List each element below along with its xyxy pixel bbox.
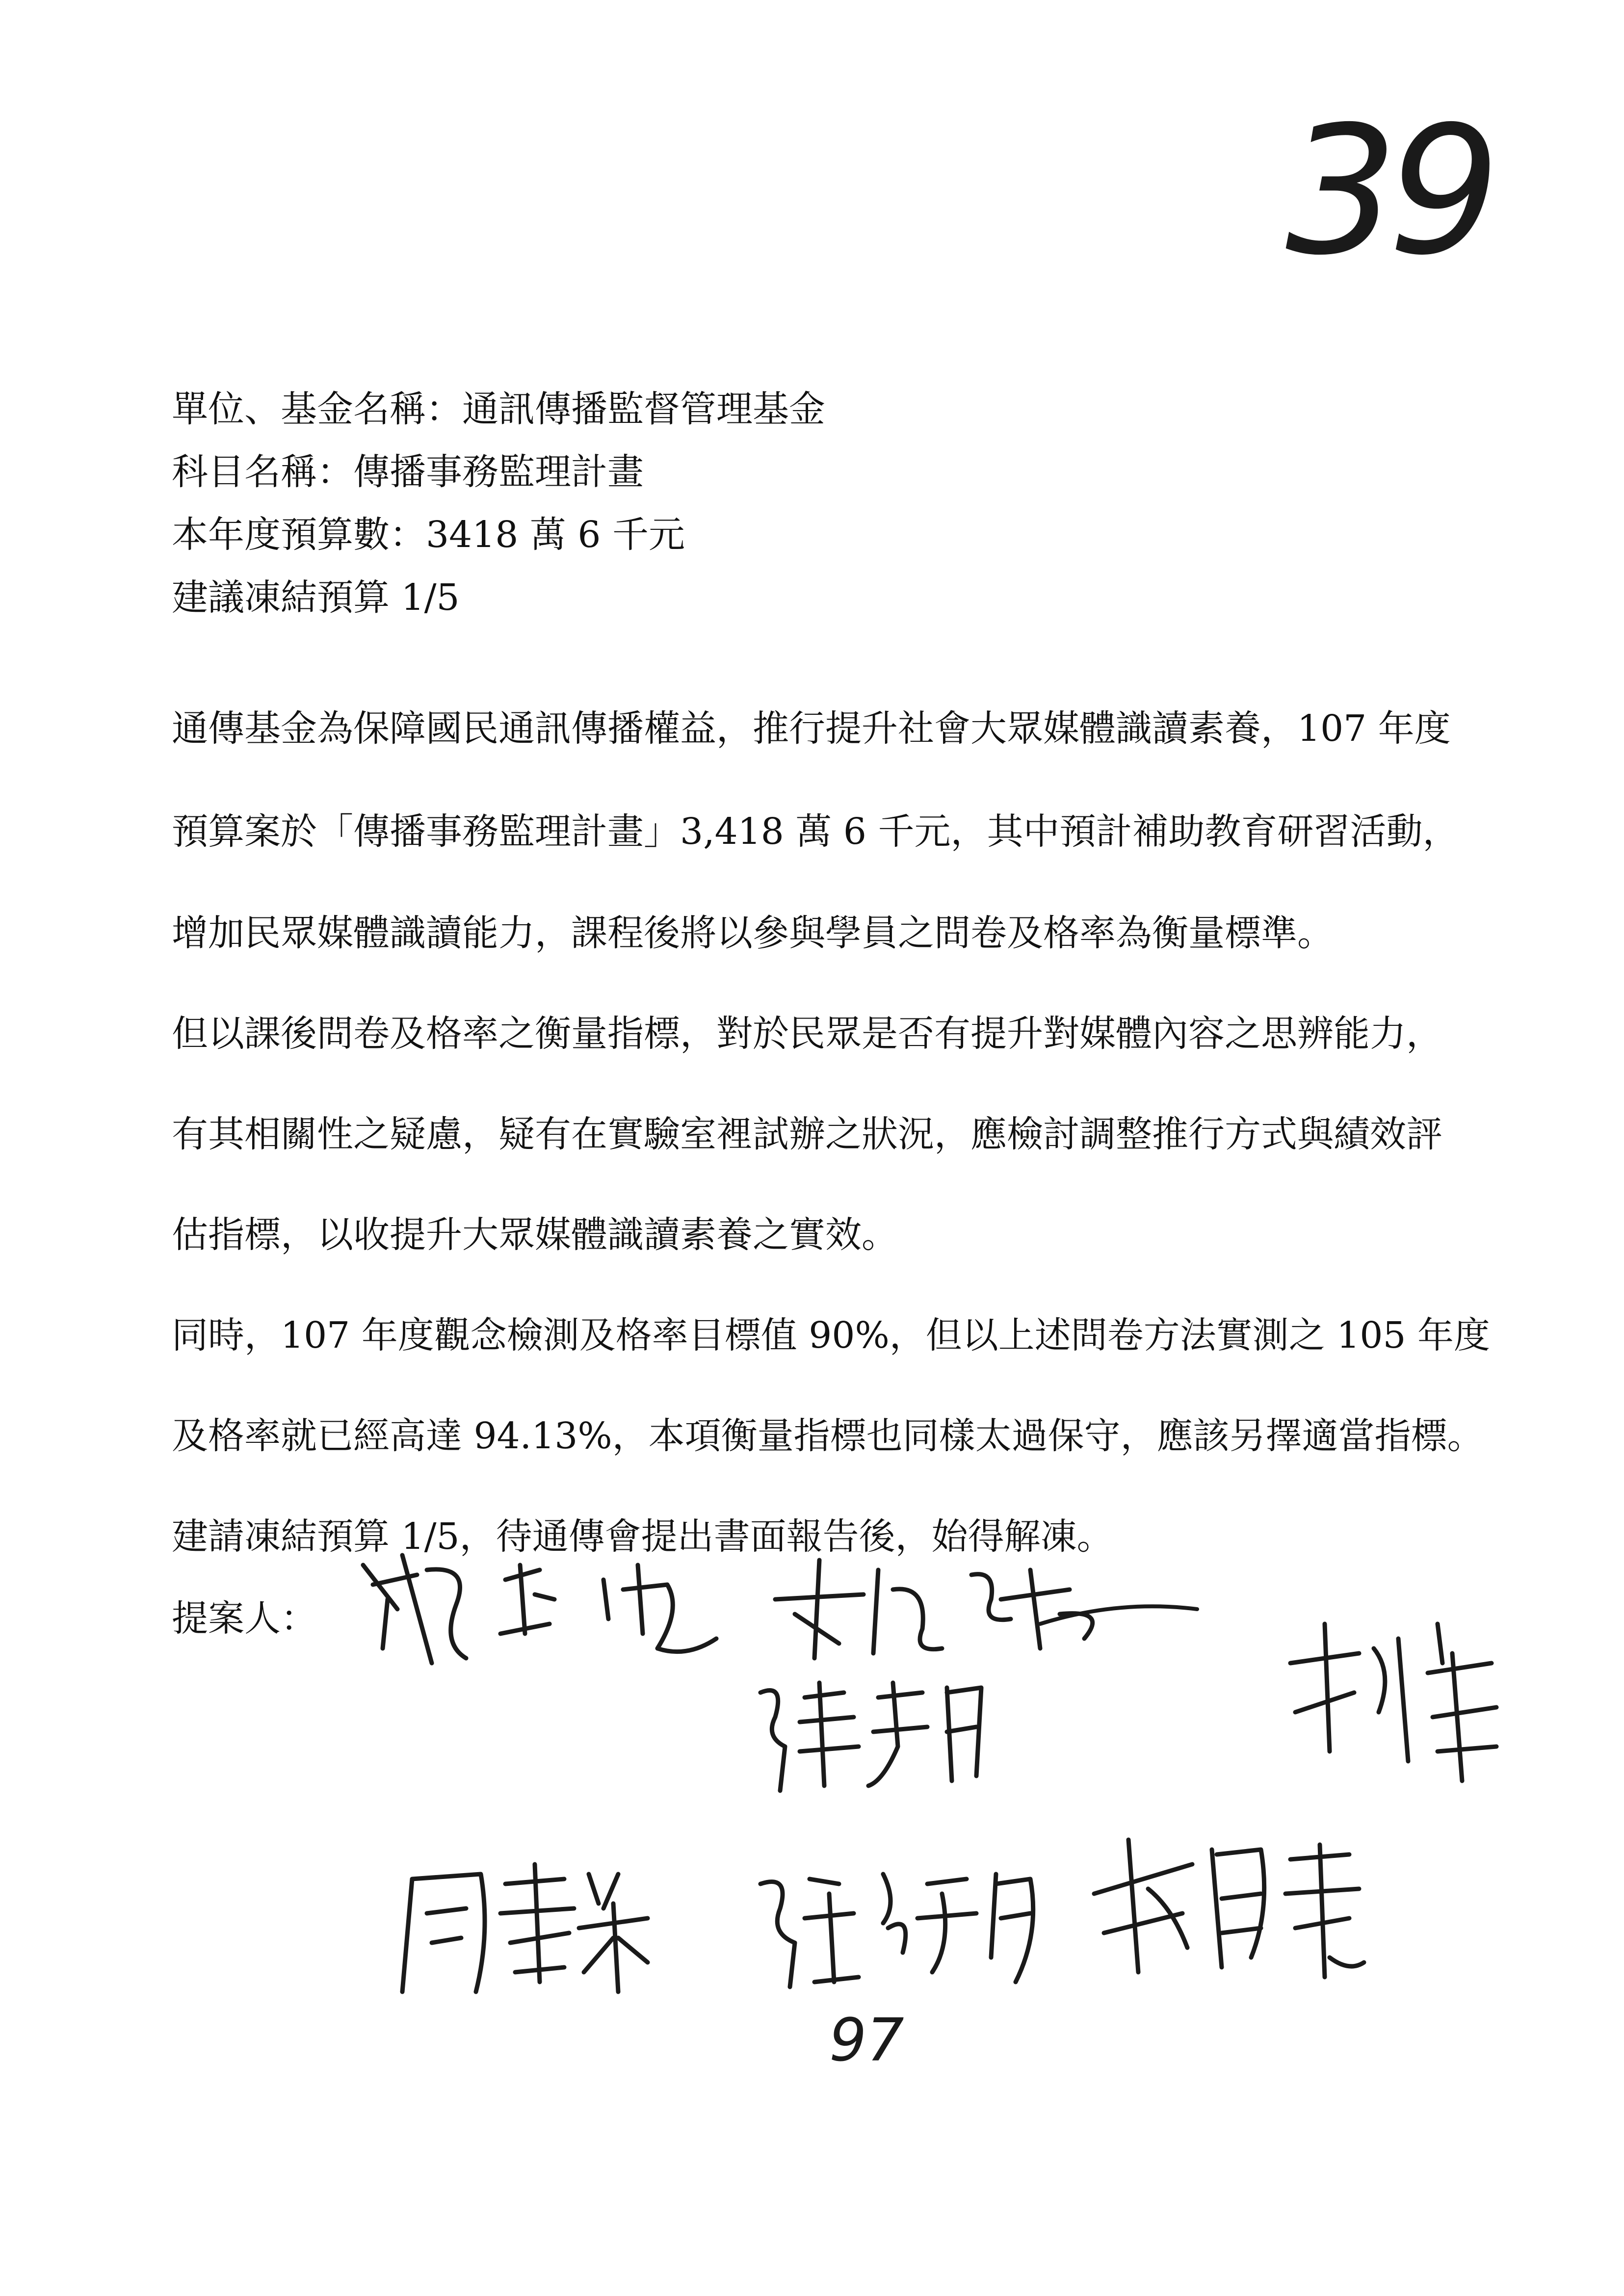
signature-7 <box>1074 1810 1369 1997</box>
unit-fund-name: 單位、基金名稱：通訊傳播監督管理基金 <box>172 388 825 430</box>
signature-1 <box>343 1536 785 1683</box>
bottom-page-number: 97 <box>829 2007 904 2075</box>
body-line: 通傳基金為保障國民通訊傳播權益，推行提升社會大眾媒體識讀素養，107 年度 <box>172 707 1451 750</box>
body-line: 及格率就已經高達 94.13%，本項衡量指標也同樣太過保守，應該另擇適當指標。 <box>172 1415 1484 1457</box>
body-line: 估指標，以收提升大眾媒體識讀素養之實效。 <box>172 1214 898 1256</box>
signature-5 <box>383 1845 657 2007</box>
body-line: 建請凍結預算 1/5，待通傳會提出書面報告後，始得解凍。 <box>172 1515 1113 1558</box>
document-header <box>172 378 825 629</box>
signature-2 <box>765 1540 1207 1668</box>
body-line: 有其相關性之疑慮，疑有在實驗室裡試辦之狀況，應檢討調整推行方式與績效評 <box>172 1113 1442 1155</box>
proposal-body <box>172 677 1491 1587</box>
proposer-label: 提案人： <box>172 1597 317 1640</box>
signature-4 <box>1276 1604 1531 1791</box>
freeze-proposal: 建議凍結預算 1/5 <box>172 576 460 619</box>
annual-budget: 本年度預算數：3418 萬 6 千元 <box>172 514 685 556</box>
body-line: 同時，107 年度觀念檢測及格率目標值 90%，但以上述問卷方法實測之 105 年度 <box>172 1314 1491 1357</box>
body-line: 但以課後問卷及格率之衡量指標，對於民眾是否有提升對媒體內容之思辨能力， <box>172 1013 1442 1055</box>
body-line: 預算案於「傳播事務監理計畫」3,418 萬 6 千元，其中預計補助教育研習活動， <box>172 810 1459 853</box>
signature-3 <box>746 1663 1001 1800</box>
body-line: 增加民眾媒體識讀能力，課程後將以參與學員之問卷及格率為衡量標準。 <box>172 912 1334 954</box>
handwritten-page-number: 39 <box>1285 88 1491 294</box>
signature-6 <box>741 1845 1045 2007</box>
subject-name: 科目名稱：傳播事務監理計畫 <box>172 451 644 493</box>
